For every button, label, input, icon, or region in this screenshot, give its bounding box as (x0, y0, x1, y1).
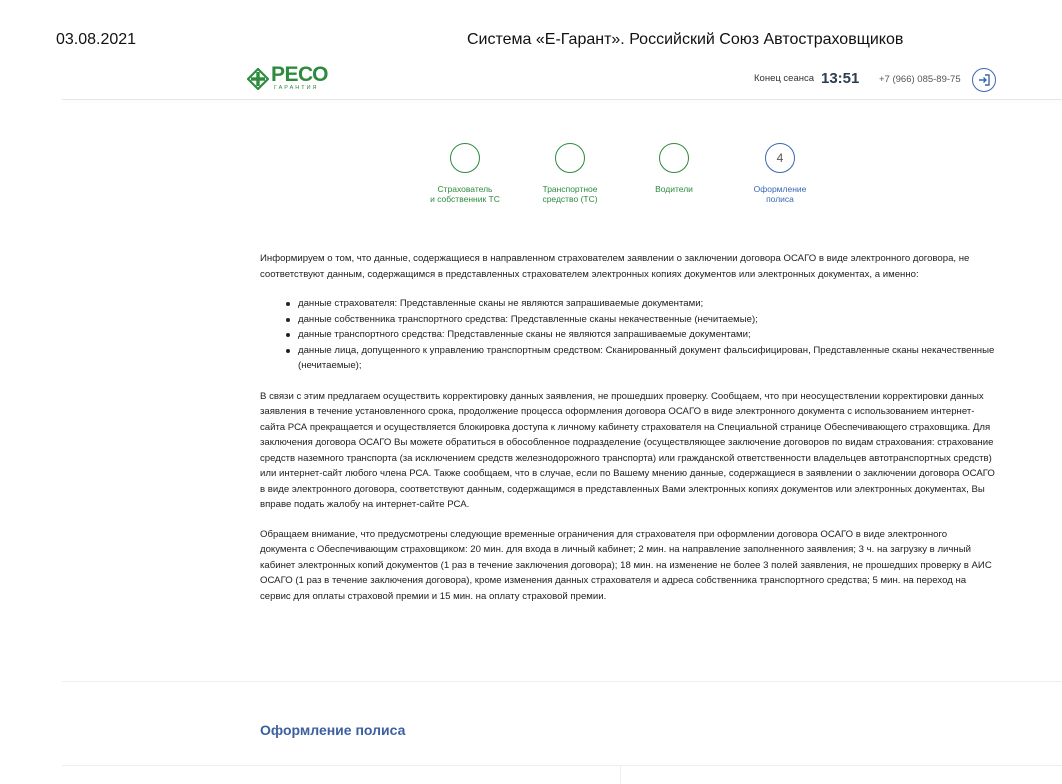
step-drivers[interactable] (614, 143, 734, 194)
logout-button[interactable] (972, 68, 996, 92)
step-label (614, 184, 734, 194)
reso-logo-icon (247, 68, 269, 90)
step-label-line1: Оформление (753, 184, 807, 194)
step-policyholder[interactable] (405, 143, 525, 204)
step-vehicle[interactable] (510, 143, 630, 204)
site-header (62, 56, 1062, 99)
step-circle (659, 143, 689, 173)
list-item: данные транспортного средства: Представленные сканы не являются запрашиваемые документами; (298, 327, 995, 343)
step-label-line2: средство (ТС) (542, 194, 598, 204)
section-divider (62, 765, 1062, 766)
step-label (405, 184, 525, 204)
logo-sub: ГАРАНТИЯ (274, 85, 319, 91)
step-policy[interactable] (720, 143, 840, 204)
step-label (720, 184, 840, 204)
step-label-line1: Страхователь (437, 184, 493, 194)
step-label-line1: Водители (655, 184, 693, 194)
phone-number[interactable]: +7 (966) 085-89-75 (879, 74, 961, 85)
column-divider (620, 766, 621, 784)
print-title: Система «Е-Гарант». Российский Союз Автостраховщиков (467, 31, 904, 48)
notice-intro: Информируем о том, что данные, содержащиеся в направленном страхователем заявлении о заключении договора ОСАГО в виде электронного договора, не соответствуют данным, содержащимся в представленных страхователем электронных копиях документов или электронных документах, а именно: (260, 253, 970, 280)
mismatch-list (260, 296, 995, 374)
reso-logo[interactable] (247, 65, 328, 92)
session-timer: 13:51 (821, 70, 860, 87)
notice-time-limits-paragraph: Обращаем внимание, что предусмотрены следующие временные ограничения для страхователя при оформлении договора ОСАГО в виде электронного документа с Обеспечивающим страховщиком: 20 мин. для входа в личный кабинет; 2 мин. на направление заполненного заявления; 3 ч. на загрузку в личный кабинет электронных копий документов (1 раз в течение заключения договора); 18 мин. на изменение не более 3 полей заявления, не прошедших проверку в АИС ОСАГО (1 раз в течение заключения договора), кроме изменения данных страхователя и адреса собственника транспортного средства; 5 мин. на переход на сервис для оплаты страховой премии и 15 мин. на оплату страховой премии. (260, 528, 992, 602)
session-end-label: Конец сеанса (754, 73, 815, 84)
logout-icon (978, 74, 990, 86)
step-label-line2: и собственник ТС (430, 194, 500, 204)
section-divider (62, 681, 1062, 682)
list-item: данные собственника транспортного средства: Представленные сканы некачественные (нечитаемые); (298, 312, 995, 328)
list-item: данные страхователя: Представленные сканы не являются запрашиваемые документами; (298, 296, 995, 312)
step-circle-active: 4 (765, 143, 795, 173)
step-label (510, 184, 630, 204)
section-title: Оформление полиса (260, 722, 406, 738)
progress-steps (405, 143, 835, 213)
step-label-line1: Транспортное (542, 184, 598, 194)
header-divider (62, 99, 1062, 100)
print-date: 03.08.2021 (56, 31, 137, 48)
list-item: данные лица, допущенного к управлению транспортным средством: Сканированный документ фальсифицирован, Представленные сканы некачественные (нечитаемые); (298, 343, 995, 374)
step-circle (450, 143, 480, 173)
notice-content (260, 251, 995, 604)
notice-correction-paragraph: В связи с этим предлагаем осуществить корректировку данных заявления, не прошедших проверку. Сообщаем, что при неосуществлении корректировки данных заявления в течение установленного срока, продолжение процесса оформления договора ОСАГО в виде электронного документа с использованием интернет-сайта РСА прекращается и осуществляется блокировка доступа к личному кабинету страхователя на Специальной странице Обеспечивающего страховщика. Для заключения договора ОСАГО Вы можете обратиться в обособленное подразделение (осуществляющее заключение договоров по видам страхования: страхование средств наземного транспорта (за исключением средств железнодорожного транспорта) или гражданской ответственности владельцев автотранспортных средств) или интернет-сайт любого члена РСА. Также сообщаем, что в случае, если по Вашему мнению данные, содержащиеся в заявлении о заключении договора ОСАГО в виде электронного договора, соответствуют данным, содержащимся в представленных Вами электронных копиях документов или электронных документах, Вы вправе подать жалобу на интернет-сайте РСА. (260, 390, 995, 510)
step-label-line2: полиса (766, 194, 794, 204)
logo-name: РЕСО (271, 63, 328, 86)
step-circle (555, 143, 585, 173)
